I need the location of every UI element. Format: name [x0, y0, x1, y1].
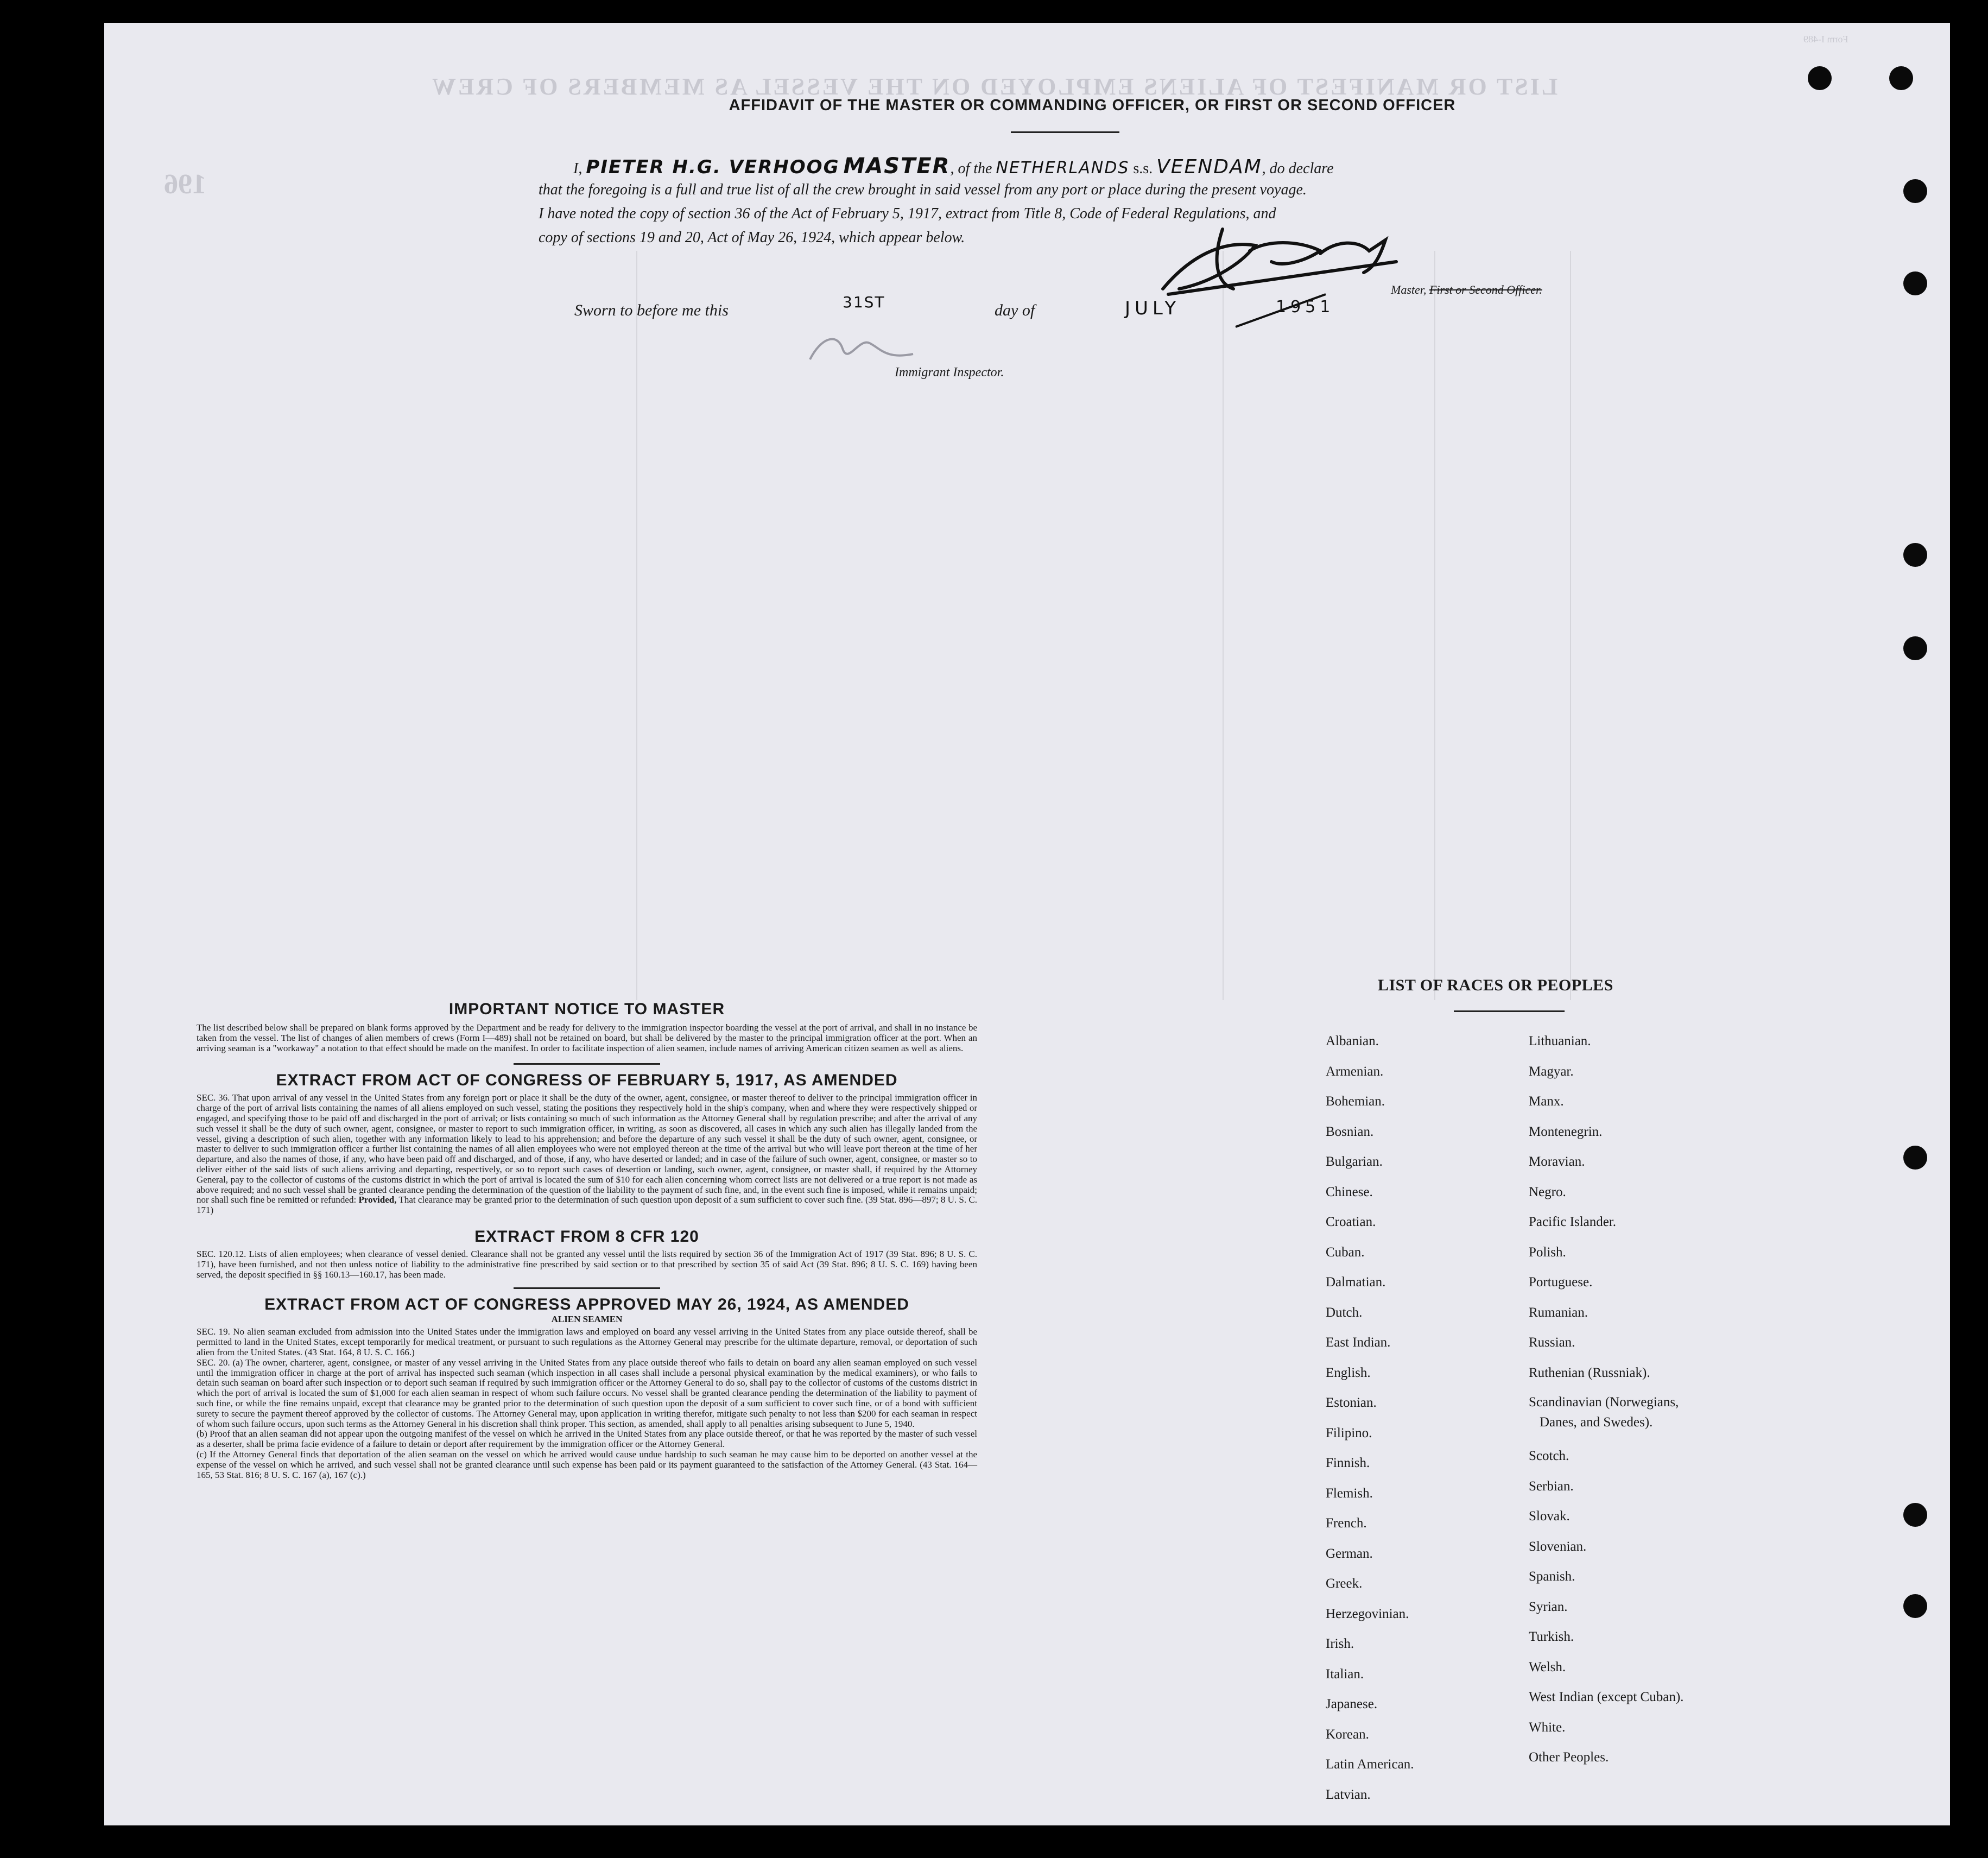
race-item: Pacific Islander. — [1529, 1215, 1617, 1229]
race-item: Bohemian. — [1326, 1094, 1385, 1109]
race-item: Latvian. — [1326, 1787, 1371, 1802]
affidavit-declaration-line — [573, 154, 1334, 181]
race-item: Polish. — [1529, 1244, 1566, 1260]
race-item: Serbian. — [1529, 1478, 1574, 1494]
signature-caption — [1391, 278, 1542, 302]
race-item: Herzegovinian. — [1326, 1606, 1409, 1621]
affidavit-body-line-3: copy of sections 19 and 20, Act of May 26, 1924, which appear below. — [539, 229, 965, 246]
races-title: LIST OF RACES OR PEOPLES — [1378, 976, 1613, 994]
race-item: Korean. — [1326, 1727, 1369, 1742]
affidavit-divider — [1011, 131, 1119, 133]
races-col-2 — [1529, 1026, 1683, 1773]
binder-hole — [1903, 1503, 1927, 1527]
sworn-month: JULY — [1125, 298, 1181, 319]
affidavit-body-line-2: I have noted the copy of section 36 of the Act of February 5, 1917, extract from Title 8, Code of Federal Regulations, and — [539, 205, 1276, 222]
master-rank: MASTER — [843, 154, 951, 179]
race-item: Chinese. — [1326, 1184, 1373, 1199]
extract-1917-proviso: Provided, — [358, 1195, 397, 1205]
race-item: Flemish. — [1326, 1486, 1373, 1501]
race-item: Lithuanian. — [1529, 1034, 1591, 1048]
document-page — [104, 23, 1950, 1825]
race-item: Cuban. — [1326, 1244, 1365, 1260]
race-item: Croatian. — [1326, 1215, 1376, 1229]
binder-hole — [1903, 636, 1927, 660]
bleed-through-title: LIST OR MANIFEST OF ALIENS EMPLOYED ON THE VESSEL AS MEMBERS OF CREW — [430, 73, 1558, 100]
binder-hole — [1903, 543, 1927, 567]
race-item: Filipino. — [1326, 1425, 1372, 1440]
race-item: Dutch. — [1326, 1305, 1363, 1320]
race-item: East Indian. — [1326, 1335, 1391, 1350]
binder-hole — [1903, 271, 1927, 295]
race-item: Other Peoples. — [1529, 1750, 1609, 1765]
extract-1917-body-end: That clearance may be granted prior to the determination of such question upon deposit of a sum sufficient to cover such fine. (39 Stat. 896—897; 8 U. S. C. 171) — [197, 1195, 977, 1216]
race-item: Scandinavian (Norwegians, — [1529, 1395, 1679, 1410]
race-item: Latin American. — [1326, 1757, 1414, 1772]
race-item: Manx. — [1529, 1094, 1564, 1109]
binder-hole — [1903, 1146, 1927, 1170]
extract-1924-sec20a: SEC. 20. (a) The owner, charterer, agent, consignee, or master of any vessel arriving in the United States from any place outside thereof who fails to detain on board any alien seaman employed on such vessel until the immigration officer in charge at the port of arrival has inspected such seaman (which inspection in all cases shall include a personal physical examination by the medical examiners), or who fails to detain such seaman on board after such inspection or to deport such seaman if required by such immigration officer or the Attorney General to do so, shall pay to the collector of customs of the customs district in which the port of arrival is located the sum of $1,000 for each alien seaman in respect of whom such failure occurs. No vessel shall be granted clearance pending the determination of the liability to payment of such fine, or while the fine remains unpaid, except that clearance may be granted prior to the determination of such question upon the deposit of a sum sufficient to cover such fine, or of a bond with sufficient surety to secure the payment thereof approved by the collector of customs. The Attorney General may, upon application in writing therefor, mitigate such penalty to not less than $200 for each seaman in respect of whom such failure occurs, upon such terms as the Attorney General in his discretion shall think proper. This section, as amended, shall apply to all penalties arising subsequent to June 5, 1940. — [197, 1357, 977, 1429]
race-item: West Indian (except Cuban). — [1529, 1690, 1684, 1704]
race-item: Russian. — [1529, 1335, 1575, 1350]
race-item: Italian. — [1326, 1666, 1364, 1682]
race-item: Welsh. — [1529, 1659, 1566, 1674]
vessel-name: VEENDAM — [1156, 156, 1262, 178]
bleed-through-page-number: 196 — [164, 169, 206, 200]
race-item: Albanian. — [1326, 1034, 1379, 1048]
bleed-line — [1570, 251, 1571, 1000]
race-item: Ruthenian (Russniak). — [1529, 1365, 1650, 1380]
affidavit-body-line-1: that the foregoing is a full and true list of all the crew brought in said vessel from any port or place during the present voyage. — [539, 181, 1307, 198]
binder-hole — [1903, 1594, 1927, 1618]
notice-text: The list described below shall be prepared on blank forms approved by the Department and be ready for delivery to the immigration inspector boarding the vessel at the port of arrival, and shall in no instance be taken from the vessel. The list of changes of alien members of crews (Form I—489) shall not be retained on board, but shall be delivered by the master to the principal immigration officer at the port. When an arriving seaman is a "workaway" a notation to that effect should be made on the manifest. In order to facilitate inspection of alien seamen, include names of arriving American citizen seamen as well as aliens. — [197, 1022, 977, 1053]
race-item: Armenian. — [1326, 1064, 1384, 1079]
race-item: Bulgarian. — [1326, 1154, 1383, 1169]
sworn-day: 31ST — [843, 293, 885, 311]
race-item: Montenegrin. — [1529, 1124, 1603, 1139]
race-item: Turkish. — [1529, 1629, 1574, 1644]
binder-hole — [1808, 66, 1832, 90]
day-of-text: day of — [995, 301, 1035, 319]
race-item: Estonian. — [1326, 1395, 1377, 1410]
race-item: Negro. — [1529, 1184, 1566, 1199]
race-item: Japanese. — [1326, 1697, 1378, 1711]
race-item: Syrian. — [1529, 1599, 1568, 1614]
race-item: Portuguese. — [1529, 1275, 1593, 1290]
master-label: Master, — [1391, 283, 1427, 296]
race-item: Danes, and Swedes). — [1540, 1415, 1653, 1430]
sworn-text: Sworn to before me this — [574, 301, 729, 319]
struck-officer-label: First or Second Officer. — [1429, 283, 1542, 296]
ss-prefix: s.s. — [1133, 160, 1153, 177]
bleed-line — [1223, 251, 1224, 1000]
binder-hole — [1903, 179, 1927, 203]
declare-text: , do declare — [1262, 160, 1334, 177]
extract-1917-text — [197, 1093, 977, 1216]
race-item: Scotch. — [1529, 1449, 1569, 1463]
binder-hole — [1889, 66, 1913, 90]
extract-1924-sec20c: (c) If the Attorney General finds that deportation of the alien seaman on the vessel on which he arrived would cause undue hardship to such seaman he may cause him to be deported on another vessel at the expense of the vessel on which he arrived, and such vessel shall not be granted clearance until such expense has been paid or its payment guaranteed to the satisfaction of the Attorney General. (43 Stat. 164—165, 53 Stat. 816; 8 U. S. C. 167 (a), 167 (c).) — [197, 1449, 977, 1480]
extract-cfr-title: EXTRACT FROM 8 CFR 120 — [474, 1227, 699, 1246]
race-item: French. — [1326, 1516, 1367, 1531]
race-item: Slovak. — [1529, 1509, 1570, 1524]
race-item: German. — [1326, 1546, 1373, 1561]
cfr-divider — [514, 1287, 660, 1289]
race-item: Greek. — [1326, 1576, 1363, 1591]
bleed-through-form-number: Form I-489 — [1803, 34, 1848, 45]
master-name: PIETER H.G. VERHOOG — [586, 156, 840, 178]
notice-title: IMPORTANT NOTICE TO MASTER — [448, 1000, 725, 1018]
race-item: Finnish. — [1326, 1456, 1370, 1470]
affidavit-title: AFFIDAVIT OF THE MASTER OR COMMANDING OFFICER, OR FIRST OR SECOND OFFICER — [729, 97, 1456, 114]
legal-text-column — [197, 1000, 977, 1480]
year-strike-mark — [1233, 289, 1331, 332]
inspector-caption: Immigrant Inspector. — [895, 365, 1004, 380]
race-item: Moravian. — [1529, 1154, 1585, 1169]
race-item: Rumanian. — [1529, 1305, 1588, 1320]
race-item: Spanish. — [1529, 1569, 1575, 1584]
bleed-line — [1434, 251, 1435, 1000]
races-divider — [1454, 1010, 1565, 1012]
extract-1924-sec20b: (b) Proof that an alien seaman did not appear upon the outgoing manifest of the vessel on which he arrived in the United States from any place outside thereof, or that he was reported by the master of such vessel as a deserter, shall be prima facie evidence of a failure to detain or deport after requirement by the immigration officer or the Attorney General. — [197, 1429, 977, 1450]
race-item: Bosnian. — [1326, 1124, 1374, 1139]
affidavit-prefix: I, — [573, 160, 583, 177]
extract-1924-subtitle: ALIEN SEAMEN — [551, 1314, 623, 1325]
race-item: Irish. — [1326, 1636, 1354, 1651]
nationality-value: NETHERLANDS — [996, 159, 1130, 178]
extract-cfr-text: SEC. 120.12. Lists of alien employees; when clearance of vessel denied. Clearance shall not be granted any vessel until the lists required by section 36 of the Immigration Act of 1917 (39 Stat. 896; 8 U. S. C. 171), have been furnished, and not then unless notice of liability to the administrative fine prescribed by said section or to that prescribed by section 35 of said Act (39 Stat. 896; 8 U. S. C. 169) having been served, the deposit specified in §§ 160.13—160.17, has been made. — [197, 1248, 977, 1280]
extract-1917-body: SEC. 36. That upon arrival of any vessel in the United States from any foreign port or place it shall be the duty of the owner, agent, consignee, or master thereof to deliver to the principal immigration officer in charge of the port of arrival lists containing the names of all aliens employed on such vessel, stating the positions they respectively hold in the ship's company, when and where they were respectively shipped or engaged, and specifying those to be paid off and discharged in the port of arrival; or lists containing so much of such information as the Attorney General shall by regulation prescribe; and after the arrival of any such vessel it shall be the duty of such owner, agent, consignee, or master to report to such immigration officer, in writing, as soon as discovered, all cases in which any such alien has illegally landed from the vessel, giving a description of such alien, together with any information likely to lead to his apprehension; and before the departure of any such vessel it shall be the duty of such owner, agent, consignee, or master to deliver to such immigration officer a further list containing the names of all alien employees who were not employed thereon at the time of the arrival but who will leave port thereon at the time of her departure, and also the names of those, if any, who have been paid off and discharged, and of those, if any, who have deserted or landed; and in case of the failure of such owner, agent, consignee, or master so to deliver either of the said lists of such aliens arriving and departing, respectively, or so to report such cases of desertion or landing, such owner, agent, consignee, or master shall, if required by the Attorney General, pay to the collector of customs of the customs district in which the port of arrival is located the sum of $10 for each alien concerning whom correct lists are not delivered or a true report is not made as above required; and no such vessel shall be granted clearance pending the determination of the question of the liability to the payment of such fine, and, in the event such fine is imposed, while it remains unpaid; nor shall such fine be remitted or refunded: — [197, 1092, 977, 1205]
extract-1924-sec19: SEC. 19. No alien seaman excluded from admission into the United States under the immigration laws and employed on board any vessel arriving in the United States from any place outside thereof, shall be permitted to land in the United States, except temporarily for medical treatment, or pursuant to such regulations as the Attorney General may prescribe for the ultimate departure, removal, or deportation of such alien from the United States. (43 Stat. 164, 8 U. S. C. 166.) — [197, 1326, 977, 1357]
extract-1924-title: EXTRACT FROM ACT OF CONGRESS APPROVED MAY 26, 1924, AS AMENDED — [264, 1295, 909, 1314]
extract-1917-title: EXTRACT FROM ACT OF CONGRESS OF FEBRUARY 5, 1917, AS AMENDED — [276, 1071, 898, 1090]
sworn-year: 1951 — [1276, 298, 1335, 317]
bleed-line — [636, 251, 637, 1000]
race-item: Dalmatian. — [1326, 1275, 1386, 1290]
notice-divider — [514, 1063, 660, 1065]
race-item: White. — [1529, 1720, 1566, 1735]
race-item: English. — [1326, 1365, 1371, 1380]
race-item: Magyar. — [1529, 1064, 1574, 1079]
races-col-1 — [1326, 1026, 1414, 1810]
race-item: Slovenian. — [1529, 1539, 1587, 1554]
of-the-text: , of the — [950, 160, 992, 177]
